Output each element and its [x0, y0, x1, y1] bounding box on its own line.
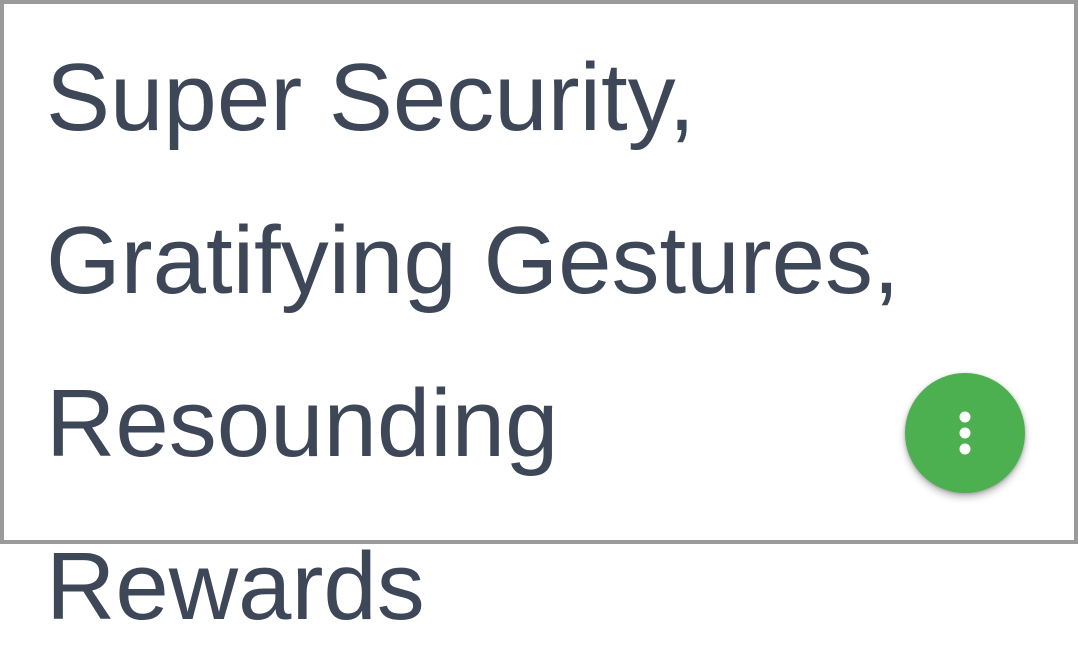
article-title — [46, 16, 1036, 668]
title-line-1: Super Security, — [46, 44, 696, 151]
title-line-4: Rewards — [46, 533, 425, 640]
more-vertical-icon — [953, 409, 977, 457]
title-line-3: Resounding — [46, 370, 559, 477]
more-options-button[interactable] — [905, 373, 1025, 493]
title-line-2: Gratifying Gestures, — [46, 207, 900, 314]
